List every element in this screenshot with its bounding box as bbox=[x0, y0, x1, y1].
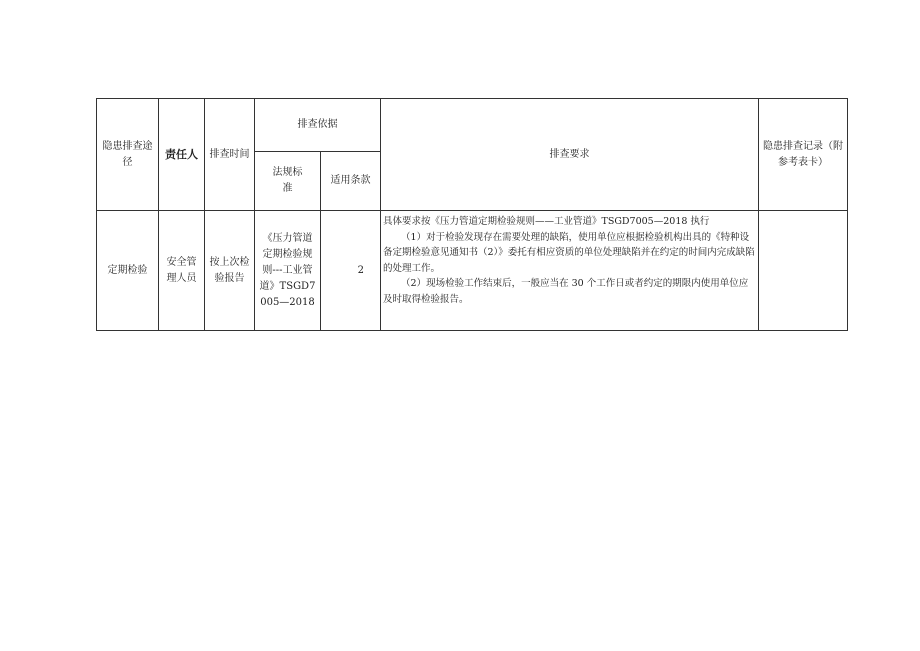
cell-requirement bbox=[381, 211, 759, 331]
header-route: 隐患排查途径 bbox=[97, 99, 159, 211]
requirement-item-1: （1）对于检验发现存在需要处理的缺陷，使用单位应根据检验机构出具的《特种设备定期检验意见通知书（2）》委托有相应资质的单位处理缺陷并在约定的时间内完成缺陷的处理工作。 bbox=[383, 231, 755, 274]
table-row bbox=[97, 211, 848, 331]
header-time: 排查时间 bbox=[205, 99, 255, 211]
hazard-inspection-table bbox=[96, 98, 848, 331]
header-responsible: 责任人 bbox=[159, 99, 205, 211]
cell-time: 按上次检验报告 bbox=[205, 211, 255, 331]
header-basis: 排查依据 bbox=[255, 99, 381, 152]
cell-route: 定期检验 bbox=[97, 211, 159, 331]
cell-responsible: 安全管理人员 bbox=[159, 211, 205, 331]
header-requirement: 排查要求 bbox=[381, 99, 759, 211]
requirement-intro: 具体要求按《压力管道定期检验规则——工业管道》TSGD7005—2018 执行 bbox=[383, 216, 710, 227]
requirement-item-2: （2）现场检验工作结束后，一般应当在 30 个工作日或者约定的期限内使用单位应及时取得检验报告。 bbox=[383, 278, 749, 305]
header-clause: 适用条款 bbox=[321, 152, 381, 211]
cell-record bbox=[759, 211, 848, 331]
header-regulation: 法规标准 bbox=[255, 152, 321, 211]
cell-regulation: 《压力管道定期检验规则---工业管道》TSGD7005—2018 bbox=[255, 211, 321, 331]
cell-clause: 2 bbox=[321, 211, 381, 331]
header-record: 隐患排查记录（附参考表卡） bbox=[759, 99, 848, 211]
